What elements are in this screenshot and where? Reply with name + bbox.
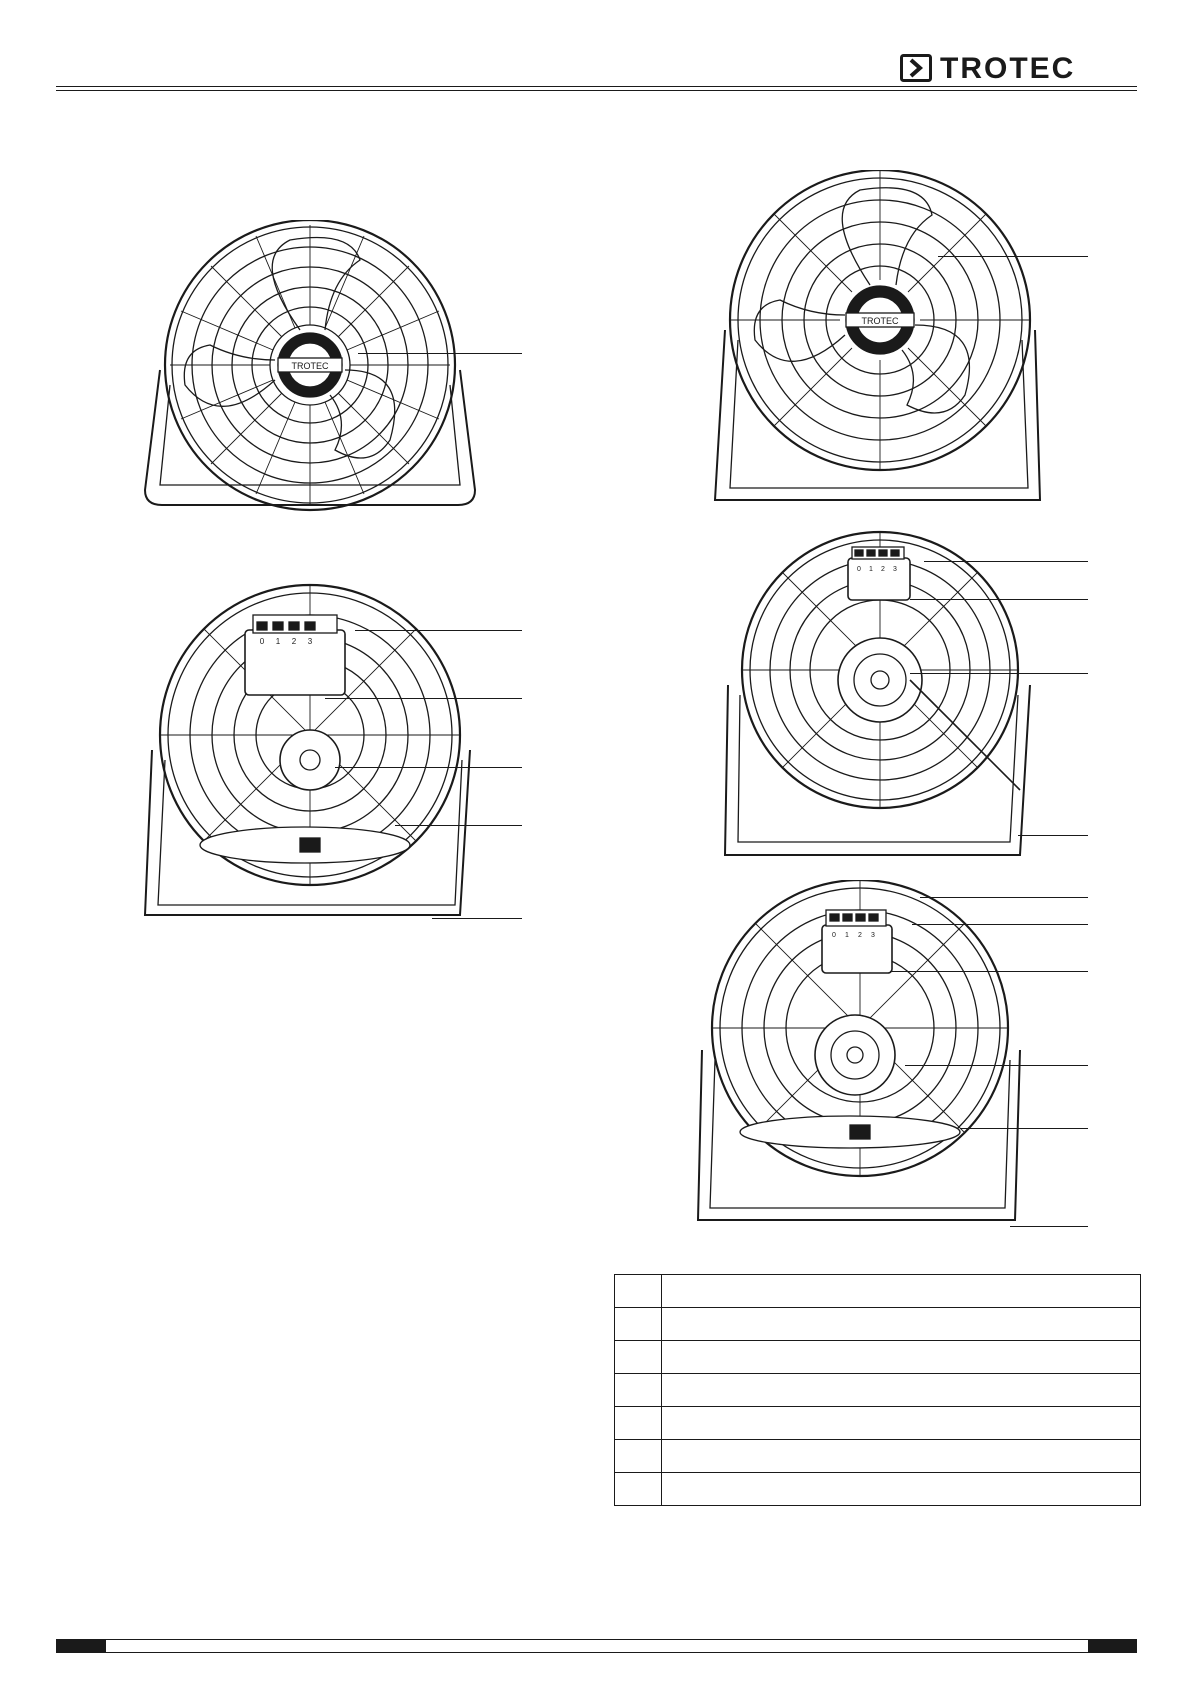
- switch-position-3: 3: [871, 932, 875, 939]
- legend-row-no: [615, 1341, 662, 1374]
- legend-header-row: [615, 1275, 1141, 1308]
- header-rule-top: [56, 86, 1137, 87]
- legend-row-designation: [662, 1341, 1141, 1374]
- grille-label: TROTEC: [291, 361, 329, 371]
- legend-row-no: [615, 1473, 662, 1506]
- legend-row-no: [615, 1374, 662, 1407]
- callout-line: [395, 825, 522, 826]
- legend-row-designation: [662, 1473, 1141, 1506]
- switch-position-1: 1: [845, 932, 849, 939]
- legend-row-no: [615, 1440, 662, 1473]
- switch-position-3: 3: [307, 637, 313, 646]
- legend-row: [615, 1341, 1141, 1374]
- legend-row: [615, 1440, 1141, 1473]
- chevron-right-icon: [900, 54, 932, 82]
- legend-header-no: [615, 1275, 662, 1308]
- callout-line: [1010, 1226, 1088, 1227]
- switch-position-2: 2: [291, 637, 297, 646]
- legend-row-designation: [662, 1440, 1141, 1473]
- callout-line: [325, 698, 522, 699]
- callout-line: [912, 924, 1088, 925]
- callout-line: [1018, 835, 1088, 836]
- brand-name: TROTEC: [940, 52, 1076, 85]
- switch-position-0: 0: [259, 637, 265, 646]
- fan-rear-icon: [725, 532, 1030, 855]
- switch-position-1: 1: [275, 637, 281, 646]
- footer-page-right: [1088, 1639, 1137, 1653]
- switch-position-3: 3: [893, 566, 897, 573]
- grille-label: TROTEC: [861, 316, 899, 326]
- callout-line: [960, 1128, 1088, 1129]
- legend-row: [615, 1407, 1141, 1440]
- fan-front-figure: [710, 170, 1050, 510]
- trotec-logo: [900, 52, 1140, 86]
- callout-line: [924, 561, 1088, 562]
- fan-front-icon: [715, 170, 1040, 500]
- switch-position-0: 0: [857, 566, 861, 573]
- callout-line: [890, 971, 1088, 972]
- switch-position-2: 2: [881, 566, 885, 573]
- switch-position-2: 2: [858, 932, 862, 939]
- fan-rear-figure: [720, 530, 1060, 870]
- callout-line: [910, 673, 1088, 674]
- legend-row-designation: [662, 1407, 1141, 1440]
- header-rule-bottom: [56, 90, 1137, 91]
- callout-line: [938, 256, 1088, 257]
- fan-front-figure: [140, 220, 480, 560]
- legend-row-designation: [662, 1308, 1141, 1341]
- legend-row: [615, 1374, 1141, 1407]
- legend-table: [614, 1274, 1141, 1506]
- fan-rear-icon: [698, 880, 1020, 1220]
- callout-line: [905, 1065, 1088, 1066]
- callout-line: [432, 918, 522, 919]
- legend-row: [615, 1308, 1141, 1341]
- switch-position-1: 1: [869, 566, 873, 573]
- callout-line: [335, 767, 522, 768]
- legend-row-no: [615, 1308, 662, 1341]
- fan-rear-figure: [140, 580, 490, 930]
- footer-bar: [56, 1639, 1137, 1653]
- switch-position-0: 0: [832, 932, 836, 939]
- callout-line: [920, 897, 1088, 898]
- callout-line: [358, 353, 522, 354]
- callout-line: [355, 630, 522, 631]
- legend-row-no: [615, 1407, 662, 1440]
- legend-row: [615, 1473, 1141, 1506]
- legend-row-designation: [662, 1374, 1141, 1407]
- legend-header-designation: [662, 1275, 1141, 1308]
- fan-rear-icon: [145, 585, 470, 915]
- callout-line: [910, 599, 1088, 600]
- footer-page-left: [56, 1639, 106, 1653]
- fan-rear-figure: [690, 880, 1040, 1230]
